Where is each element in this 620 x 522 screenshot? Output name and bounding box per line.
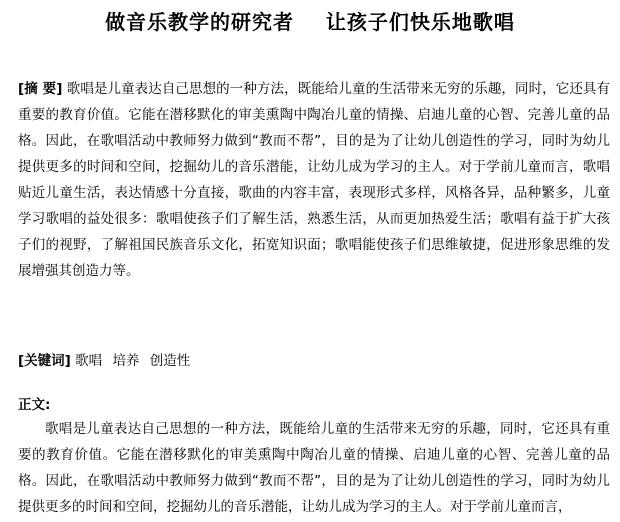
document-title: 做音乐教学的研究者 让孩子们快乐地歌唱: [105, 10, 515, 34]
keywords-label: [关键词]: [18, 353, 71, 369]
body-heading: 正文:: [18, 397, 51, 413]
abstract-label: [摘 要]: [18, 81, 63, 97]
keyword-item: 创造性: [149, 353, 191, 369]
keyword-item: 培养: [112, 353, 140, 369]
keyword-item: 歌唱: [75, 353, 103, 369]
abstract-text: 歌唱是儿童表达自己思想的一种方法，既能给儿童的生活带来无穷的乐趣，同时，它还具有重要的教育价值。它能在潜移默化的审美熏陶中陶冶儿童的情操、启迪儿童的心智、完善儿童的品格。因此，在歌唱活动中教师努力做到“教而不帮”，目的是为了让幼儿创造性的学习，同时为幼儿提供更多的时间和空间，挖掘幼儿的音乐潜能，让幼儿成为学习的主人。对于学前儿童而言，歌唱贴近儿童生活，表达情感十分直接，歌曲的内容丰富，表现形式多样，风格各异，品种繁多，儿童学习歌唱的益处很多：歌唱使孩子们了解生活，熟悉生活，从而更加热爱生活；歌唱有益于扩大孩子们的视野，了解祖国民族音乐文化，拓宽知识面；歌唱能使孩子们思维敏捷，促进形象思维的发展增强其创造力等。: [18, 81, 610, 279]
body-paragraph: 歌唱是儿童表达自己思想的一种方法，既能给儿童的生活带来无穷的乐趣，同时，它还具有重要的教育价值。它能在潜移默化的审美熏陶中陶冶儿童的情操、启迪儿童的心智、完善儿童的品格。因此，在歌唱活动中教师努力做到“教而不帮”，目的是为了让幼儿创造性的学习，同时为幼儿提供更多的时间和空间，挖掘幼儿的音乐潜能，让幼儿成为学习的主人。对于学前儿童而言，: [18, 421, 610, 515]
keywords-line: [18, 348, 610, 374]
abstract-paragraph: [18, 76, 610, 284]
